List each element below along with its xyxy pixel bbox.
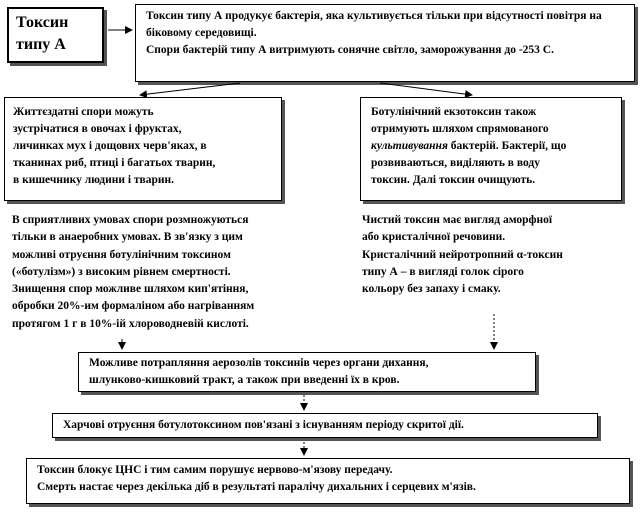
- pure-toxin-line-4: типу А – в вигляді голок сірого: [362, 265, 524, 278]
- spores-line-3: личинках мух і дощових черв'яках, в: [13, 140, 207, 152]
- reproduction-line-6: обробки 20%-им формаліном або нагріванням: [12, 300, 255, 313]
- reproduction-line-2: тільки в анаеробних умовах. В зв'язку з цим: [12, 231, 243, 244]
- reproduction-line-7: протягом 1 г в 10%-ій хлороводневій кислоті.: [12, 317, 249, 330]
- exotoxin-line-5: токсин. Далі токсин очищують.: [371, 174, 536, 186]
- spores-line-4: тканинах риб, птиці і багатьох тварин,: [13, 157, 216, 169]
- aerosol-line-2: шлунково-кишковий тракт, а також при введенні їх в кров.: [89, 374, 400, 386]
- aerosol-line-1: Можливе потрапляння аерозолів токсинів через органи дихання,: [89, 357, 429, 369]
- reproduction-line-5: Знищення спор можливе шляхом кип'ятіння,: [12, 283, 249, 296]
- title-line-2: типу А: [16, 36, 66, 53]
- exotoxin-line-3-rest: бактерій. Бактерії, що: [447, 140, 567, 152]
- exotoxin-line-2: отримують шляхом спрямованого: [371, 123, 549, 135]
- reproduction-line-4: («ботулізм») з високим рівнем смертності.: [12, 265, 231, 278]
- exotoxin-italic-word: культивування: [371, 140, 448, 152]
- arrow-top-to-exotoxin: [380, 83, 472, 95]
- spores-line-5: в кишечнику людини і тварин.: [13, 174, 175, 186]
- top-box-paragraph-2: Спори бактерій типу А витримують сонячне світло, заморожування до -253 С.: [146, 44, 554, 56]
- exotoxin-line-1: Ботулінічний екзотоксин також: [371, 106, 537, 118]
- pure-toxin-line-3: Кристалічний нейротропний α-токсин: [362, 248, 563, 261]
- cns-block-line-2: Смерть настає через декілька діб в результаті паралічу дихальних і серцевих м'язів.: [37, 481, 476, 493]
- title-line-1: Токсин: [16, 14, 69, 31]
- arrow-top-to-spores: [140, 83, 240, 95]
- pure-toxin-line-5: кольору без запаху і смаку.: [362, 283, 501, 296]
- pure-toxin-line-2: або кристалічної речовини.: [362, 231, 506, 244]
- exotoxin-line-4: розвиваються, виділяють в воду: [371, 157, 540, 169]
- food-poisoning-line: Харчові отруєння ботулотоксином пов'язані з існуванням періоду скритої дії.: [63, 419, 464, 431]
- spores-line-2: зустрічатися в овочах і фруктах,: [13, 123, 182, 135]
- spores-line-1: Життєздатні спори можуть: [13, 106, 154, 118]
- reproduction-line-1: В сприятливих умовах спори розмножуються: [12, 214, 249, 226]
- reproduction-line-3: можливі отруєння ботулінічним токсином: [12, 248, 231, 261]
- top-box-paragraph-1: Токсин типу А продукує бактерія, яка культивується тільки при відсутності повітря на біковому середовищі.: [146, 10, 602, 39]
- cns-block-line-1: Токсин блокує ЦНС і тим самим порушує нервово-м'язову передачу.: [37, 464, 393, 476]
- pure-toxin-line-1: Чистий токсин має вигляд аморфної: [362, 214, 553, 226]
